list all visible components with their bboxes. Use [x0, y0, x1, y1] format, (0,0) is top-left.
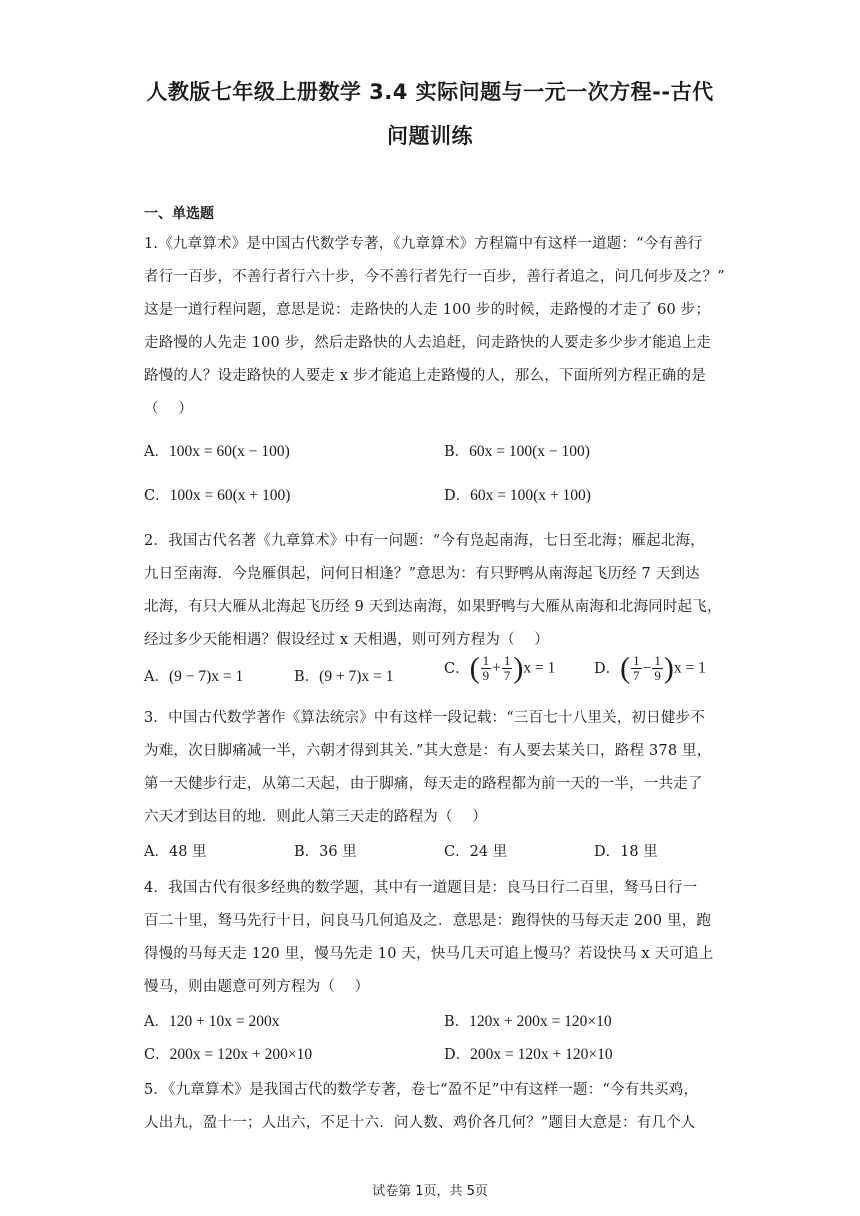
q1-line: 走路慢的人先走 100 步，然后走路快的人去追赶，问走路快的人要走多少步才能追上走 — [144, 335, 712, 351]
q4-option-c[interactable] — [144, 1043, 312, 1064]
option-label: B． — [294, 669, 320, 685]
option-label: A． — [144, 444, 169, 460]
option-label: B． — [444, 444, 470, 460]
q4-line: 百二十里，驽马先行十日，问良马几何追及之．意思是：跑得快的马每天走 200 里，跑 — [144, 913, 712, 929]
q2-option-a[interactable] — [144, 665, 243, 686]
q2-line: 九日至南海．今凫雁俱起，问何日相逢？”意思为：有只野鸭从南海起飞历经 7 天到达 — [144, 566, 700, 582]
option-expression: (9 − 7)x = 1 — [168, 668, 244, 685]
section-heading: 一、单选题 — [144, 206, 214, 222]
numerator: 1 — [482, 652, 490, 668]
q1-option-d[interactable] — [444, 484, 591, 505]
q3-option-d[interactable]: D．18 里 — [594, 844, 658, 860]
option-expression: 60x = 100(x − 100) — [469, 443, 590, 460]
q2-line: 北海，有只大雁从北海起飞历经 9 天到达南海，如果野鸭与大雁从南海和北海同时起飞， — [144, 599, 722, 615]
q2-line: 2．我国古代名著《九章算术》中有一问题：“今有凫起南海，七日至北海；雁起北海， — [144, 533, 705, 549]
option-expression: 120 + 10x = 200x — [168, 1013, 280, 1030]
q2-option-b[interactable] — [294, 665, 393, 686]
numerator: 1 — [503, 652, 511, 668]
q2-option-c[interactable] — [444, 653, 555, 683]
denominator: 7 — [633, 667, 640, 683]
q1-option-b[interactable] — [444, 440, 590, 461]
fraction — [631, 654, 642, 683]
option-label: C． — [444, 661, 470, 678]
option-expression: 100x = 60(x + 100) — [169, 487, 291, 504]
q4-line: 得慢的马每天走 120 里，慢马先走 10 天，快马几天可追上慢马？若设快马 x 天可追上 — [144, 946, 714, 962]
option-label: D． — [444, 488, 471, 504]
page-footer: 试卷第 1页，共 5页 — [372, 1184, 488, 1199]
page-title-line-2: 问题训练 — [387, 124, 473, 148]
option-label: D． — [594, 661, 621, 678]
numerator: 1 — [633, 652, 640, 668]
option-expression: 200x = 120x + 120×10 — [470, 1046, 613, 1063]
option-label: C． — [144, 1047, 170, 1063]
q4-line: 慢马，则由题意可列方程为（ ） — [144, 979, 370, 995]
denominator: 7 — [503, 667, 511, 683]
fraction — [502, 654, 513, 683]
q1-line: 路慢的人？设走路快的人要走 x 步才能追上走路慢的人，那么，下面所列方程正确的是 — [144, 368, 706, 384]
denominator: 9 — [654, 667, 661, 683]
q3-option-a[interactable]: A．48 里 — [144, 844, 207, 860]
q1-line: （ ） — [144, 401, 193, 417]
q3-line: 六天才到达目的地．则此人第三天走的路程为（ ） — [144, 809, 487, 825]
fraction — [652, 654, 663, 683]
q3-line: 为难，次日脚痛减一半，六朝才得到其关．”其大意是：有人要去某关口，路程 378 里， — [144, 743, 712, 759]
q1-option-a[interactable] — [144, 440, 290, 461]
q3-option-c[interactable]: C．24 里 — [444, 844, 508, 860]
q1-option-c[interactable] — [144, 484, 290, 505]
expression-tail: x = 1 — [673, 659, 706, 676]
option-expression: (9 + 7)x = 1 — [319, 668, 394, 685]
option-expression: 100x = 60(x − 100) — [168, 443, 290, 460]
expression-tail: x = 1 — [523, 659, 556, 676]
q4-option-a[interactable] — [144, 1010, 279, 1031]
q5-line: 人出九，盈十一；人出六，不足十六．问人数、鸡价各几何？”题目大意是：有几个人 — [144, 1115, 696, 1131]
option-label: A． — [144, 669, 169, 685]
option-expression: 60x = 100(x + 100) — [470, 487, 591, 504]
q3-line: 第一天健步行走，从第二天起，由于脚痛，每天走的路程都为前一天的一半，一共走了 — [144, 776, 703, 792]
q2-line: 经过多少天能相遇？假设经过 x 天相遇，则可列方程为（ ） — [144, 632, 550, 648]
option-label: A． — [144, 1014, 169, 1030]
q1-line: 1.《九章算术》是中国古代数学专著，《九章算术》方程篇中有这样一道题：“今有善行 — [144, 236, 703, 252]
q4-line: 4．我国古代有很多经典的数学题，其中有一道题目是：良马日行二百里，驽马日行一 — [144, 880, 698, 896]
option-label: B． — [444, 1014, 470, 1030]
q3-option-b[interactable]: B．36 里 — [294, 844, 357, 860]
q2-option-d[interactable] — [594, 653, 706, 683]
q5-line: 5．《九章算术》是我国古代的数学专著，卷七“盈不足”中有这样一题：“今有共买鸡， — [144, 1082, 699, 1098]
numerator: 1 — [654, 652, 661, 668]
option-expression: 200x = 120x + 200×10 — [169, 1046, 313, 1063]
q4-option-d[interactable] — [444, 1043, 613, 1064]
option-expression: 120x + 200x = 120×10 — [469, 1013, 612, 1030]
option-expression: ( $\frac{1}{7}$ − $\frac{1}{9}$ )x = 1 — [620, 651, 706, 684]
q1-line: 这是一道行程问题，意思是说：走路快的人走 100 步的时候，走路慢的才走了 60 步； — [144, 302, 711, 318]
option-expression: ( $\frac{1}{9}$ + $\frac{1}{7}$ )x = 1 — [469, 651, 556, 684]
q1-line: 者行一百步，不善行者行六十步，今不善行者先行一百步，善行者追之，问几何步及之？” — [144, 269, 725, 285]
denominator: 9 — [482, 667, 490, 683]
page-title-line-1: 人教版七年级上册数学 3.4 实际问题与一元一次方程--古代 — [146, 80, 714, 104]
q3-line: 3．中国古代数学著作《算法统宗》中有这样一段记载：“三百七十八里关，初日健步不 — [144, 710, 705, 726]
fraction — [481, 654, 492, 683]
option-label: D． — [444, 1047, 471, 1063]
q4-option-b[interactable] — [444, 1010, 612, 1031]
option-label: C． — [144, 488, 170, 504]
